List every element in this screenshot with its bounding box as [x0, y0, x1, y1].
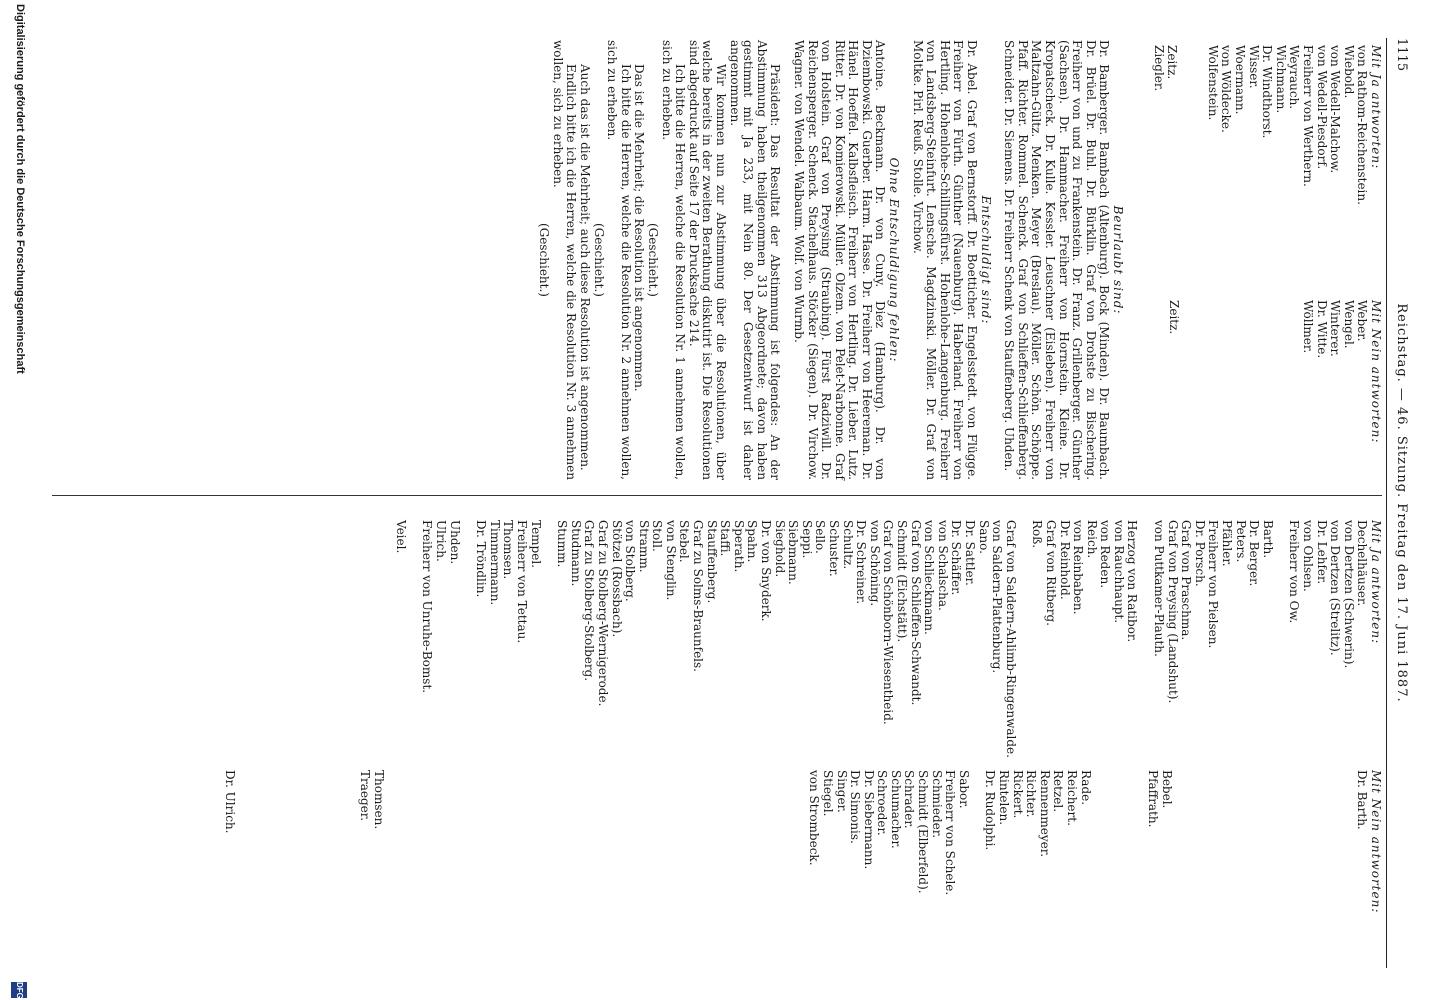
name-entry: Graf von Ritberg. — [1043, 520, 1058, 626]
page-title: Reichstag. — 46. Sitzung. Freitag den 17. Juni 1887. — [1394, 303, 1409, 703]
name-entry: Dr. Berger. — [1247, 520, 1262, 587]
paragraph: Das ist die Mehrheit; die Resolution ist angenommen. — [632, 64, 647, 392]
name-entry: Bebel. — [1159, 770, 1174, 809]
name-entry: Schumacher. — [888, 770, 903, 849]
name-entry: Stoll. — [650, 520, 665, 552]
name-entry: Peters. — [1233, 520, 1248, 563]
name-entry: Graf von Schönborn-Wiesentheid. — [881, 520, 896, 725]
name-entry: Freiherr von Ow. — [1287, 520, 1302, 624]
name-entry: Schmidt (Eichstätt). — [895, 520, 909, 643]
name-entry: von Dertzen (Strelitz). — [1328, 520, 1343, 656]
name-entry: Wolfenstein. — [1205, 45, 1220, 121]
yes-heading: Mit Ja antworten: — [1369, 520, 1383, 645]
name-entry: Dr. Lehfer. — [1314, 520, 1329, 585]
name-entry: Stiegel. — [820, 770, 835, 817]
name-entry: von Reden. — [1098, 520, 1113, 589]
paragraph: Dr. Abel. Graf von Bernstorff. Dr. Boetticher. Engelsstedt. von Flügge. Freiherr von Fürth. Günther (Nauenburg). Haberland. Freiherr von Hertling. Hohenlohe-Schillingsfürst. Hohenlohe-Langenburg. Freiherr von Landsberg-Steinfurt. Lensche. Magdzinski. Möller. Dr. Graf von Moltke. Pirl. Reuß. Stolle. Virchow. — [910, 40, 980, 480]
name-entry: Dr. Porsch. — [1192, 520, 1207, 587]
name-entry: Schroeder. — [875, 770, 890, 836]
name-entry: Veiel. — [393, 520, 408, 554]
no-heading: Mit Nein antworten: — [1369, 300, 1383, 444]
paragraph: Endlich bitte ich die Herren, welche die Resolution Nr. 3 annehmen wollen, sich zu erheben. — [550, 40, 579, 480]
name-entry: Herzog von Ratibor. — [1125, 520, 1140, 643]
name-entry: Dr. Rudolphi. — [983, 770, 998, 851]
running-header — [1386, 38, 1408, 968]
name-entry: Dr. Reinhold. — [1057, 520, 1072, 600]
name-entry: von Dertzen (Schwerin). — [1341, 520, 1356, 669]
name-entry: Pfaffrath. — [1146, 770, 1161, 828]
name-entry: Dechelhäuser. — [1355, 520, 1370, 607]
name-entry: Barth. — [1260, 520, 1275, 559]
name-entry: Graf zu Stolberg-Wernigerode. — [595, 520, 610, 707]
name-entry: Sello. — [813, 520, 828, 554]
name-entry: Timmermann. — [487, 520, 502, 606]
name-entry: Dr. Tröndlin. — [474, 520, 489, 598]
name-entry: Woermann. — [1233, 45, 1248, 115]
name-entry: Schultz. — [840, 520, 855, 570]
name-entry: von Schlieckmann. — [922, 520, 937, 635]
left-yes-column — [393, 520, 1382, 758]
name-entry: Thomsen. — [371, 770, 386, 830]
name-entry: Ulrich. — [434, 520, 448, 562]
name-entry: Dr. Ulrich. — [222, 770, 237, 834]
name-entry: Graf zu Stolberg-Stolberg. — [582, 520, 597, 682]
name-entry: Wisser. — [1246, 45, 1261, 89]
name-entry: Sieghold. — [772, 520, 787, 578]
name-entry: Stumm. — [555, 520, 570, 568]
name-entry: Wiebold. — [1341, 45, 1356, 99]
name-entry: von Rathom-Reichenstein. — [1355, 45, 1370, 205]
header-rule — [1386, 38, 1387, 968]
name-entry: von Puttkamer-Plauth. — [1152, 520, 1167, 657]
name-entry: Freiherr von Werthern. — [1301, 45, 1316, 187]
page-number: 1115 — [1394, 38, 1409, 72]
right-yes-column — [1151, 45, 1382, 205]
name-entry: Freiherr von Tettau. — [514, 520, 529, 644]
name-entry: Schmidt (Elberfeld). — [916, 770, 931, 894]
name-entry: Dr. von Snyderk. — [759, 520, 774, 622]
name-entry: Schmieder. — [929, 770, 944, 839]
name-entry: Wichmann. — [1273, 45, 1288, 114]
name-entry: Dr. Barth. — [1355, 770, 1370, 830]
name-entry: Dr. Schreiner. — [854, 520, 869, 605]
name-entry: Dr. Witte. — [1314, 300, 1329, 359]
yes-heading: Mit Ja antworten: — [1369, 45, 1383, 170]
section-heading: Beurlaubt sind: — [1111, 205, 1125, 315]
digitization-footer — [8, 0, 28, 1000]
name-entry: Uhden. — [447, 520, 462, 565]
paragraph: Antoine. Beckmann. Dr. von Cuny. Diez (Hamburg). Dr. von Dziembowski. Guerber. Harm. Hasse. Dr. Freiherr von Heereman. Dr. Hänel. Hoeffel. Kalbsfleisch. Freiherr von Hertling. Dr. Lieber. Lutz. Ritter. Dr. von Komierowski. Müller. Olzem. von Pelet-Narbonne. Graf von Holstein. Graf von Preysing (Straubing). Fürst Radziwill. Dr. Reichensperger. Schenck. Stachelhaus. Stöcker (Siegen). Dr. Virchow. Wagner. von Wendel. Walbaum. Wolf. von Wurmb. — [791, 40, 888, 480]
name-entry: Rickert. — [1010, 770, 1025, 819]
name-entry: Richter. — [1024, 770, 1039, 818]
name-entry: Spahn. — [745, 520, 760, 563]
paragraph: Präsident: Das Resultat der Abstimmung ist folgendes: An der Abstimmung haben theilgenommen 313 Abgeordnete; davon haben gestimmt mit Ja 233, mit Nein 80. Der Gesetzentwurf ist daher angenommen. — [727, 40, 783, 480]
name-entry: Reichert. — [1065, 770, 1080, 826]
name-entry: Rennenmeyer. — [1037, 770, 1052, 858]
name-entry: Siebmann. — [786, 520, 801, 585]
left-no-column — [222, 770, 1382, 913]
name-entry: Ziegler. — [1151, 45, 1166, 92]
name-entry: Sano. — [976, 520, 991, 554]
name-entry: Dr. Siebermann. — [861, 770, 876, 870]
name-entry: Reich. — [1084, 520, 1099, 559]
paragraph: Wir kommen nun zur Abstimmung über die Resolutionen, über welche bereits in der zweiten Berathung diskutirt ist. Die Resolutionen sind abgedruckt auf Seite 17 der Drucksache 214. — [686, 40, 728, 480]
name-entry: Graf zu Solms-Braunfels. — [691, 520, 706, 672]
name-entry: von Strombeck. — [807, 770, 822, 866]
name-entry: Sabor. — [956, 770, 971, 809]
paragraph: Dr. Bamberger. Bambach (Altenburg). Bock (Minden). Dr. Baumbach. Dr. Brüel. Dr. Buhl. Dr. Bürklin. Graf von Drohste zu Bischering. Freiherr von und zu Frankenstein. Dr. Franz. Grillenberger. Günther (Sachsen). Dr. Hammacher. Freiherr von Hornstein. Kleine. Dr. Kropatscheck. Dr. Kulle. Kessler. Leuschner (Eisleben). Freiherr von Maltzahn-Gültz. Menken. Meyer (Breslau). Möller. Schön. Schöppe. Pfaff. Richter. Rommel. Schenck. Graf von Schlieffen-Schlieffenberg. Schneider. Dr. Siemens. Dr. Freiherr Schenk von Stauffenberg. Uhden. — [1002, 40, 1112, 480]
footer-credit: Digitalisierung gefördert durch die Deutsche Forschungsgemeinschaft — [14, 4, 26, 374]
name-entry: von Saldern-Plattenburg. — [990, 520, 1005, 674]
name-entry: von Schöning. — [867, 520, 882, 607]
paragraph: (Geschieht.) — [646, 223, 660, 297]
name-entry: Seppi. — [799, 520, 814, 559]
name-entry: von Ohlsen. — [1301, 520, 1316, 592]
name-entry: Roß. — [1030, 520, 1045, 549]
name-entry: von Stenglin. — [663, 520, 678, 601]
name-entry: Dr. Schäffer. — [949, 520, 964, 596]
name-entry: Singer. — [834, 770, 849, 813]
name-entry: Wöllmer. — [1301, 300, 1316, 354]
name-entry: Thomsen. — [501, 520, 516, 580]
name-entry: Sperath. — [731, 520, 746, 573]
paragraph: Ich bitte die Herren, welche die Resolution Nr. 1 annehmen wollen, sich zu erheben. — [659, 40, 688, 480]
right-no-column — [1167, 300, 1382, 443]
name-entry: Zeitz. — [1165, 45, 1180, 80]
name-entry: Graf von Schlieffen-Schwandt. — [908, 520, 923, 706]
name-entry: Zeitz. — [1167, 300, 1182, 335]
name-entry: von Reinbaben. — [1071, 520, 1086, 615]
name-entry: von Wöldecke. — [1219, 45, 1234, 133]
right-prose-block — [537, 40, 1132, 480]
name-entry: Freiherr von Pielsen. — [1206, 520, 1221, 649]
name-entry: Graf von Saldern-Ahlimb-Ringenwalde. — [1003, 520, 1018, 758]
paragraph: Auch das ist die Mehrheit; auch diese Resolution ist angenommen. — [578, 64, 593, 471]
name-entry: Stramm. — [636, 520, 651, 573]
name-entry: Weyrauch. — [1287, 45, 1302, 110]
name-entry: Rintelen. — [997, 770, 1012, 826]
name-entry: Weber. — [1355, 300, 1370, 342]
name-entry: Wengel. — [1341, 300, 1356, 349]
name-entry: von Rauchhaupt. — [1111, 520, 1126, 624]
dfg-logo-icon: DFG — [11, 982, 27, 998]
name-entry: Freiherr von Schele. — [943, 770, 958, 896]
name-entry: Pfähler. — [1220, 520, 1235, 567]
name-entry: von Stolberg. — [623, 520, 638, 602]
name-entry: von Schalscha. — [935, 520, 950, 611]
section-heading: Ohne Entschuldigung fehlen: — [887, 157, 902, 363]
name-entry: Graf von Preysing (Landshut). — [1165, 520, 1180, 704]
name-entry: Studmann. — [568, 520, 583, 587]
name-entry: Retzel. — [1051, 770, 1066, 813]
name-entry: Graf von Praschma. — [1179, 520, 1194, 641]
no-heading: Mit Nein antworten: — [1369, 770, 1383, 914]
paragraph: Ich bitte die Herren, welche die Resolution Nr. 2 annehmen wollen, sich zu erheben. — [605, 40, 633, 480]
name-entry: Traeger. — [358, 770, 373, 822]
name-entry: von Wedell-Malchow. — [1328, 45, 1343, 174]
name-entry: Staffi. — [718, 520, 733, 557]
name-entry: Stebel. — [677, 520, 692, 563]
name-entry: Schuster. — [827, 520, 842, 577]
section-heading: Entschuldigt sind: — [978, 195, 993, 325]
name-entry: Dr. Simonis. — [848, 770, 863, 844]
name-entry: Stötzel (Rossbach). — [609, 520, 624, 638]
name-entry: Rade. — [1078, 770, 1093, 806]
paragraph: (Geschieht.) — [537, 223, 552, 297]
name-entry: Schrader. — [902, 770, 917, 829]
column-divider — [52, 495, 1382, 496]
name-entry: Freiherr von Unruhe-Bomst. — [420, 520, 435, 694]
name-entry: Dr. Windthorst. — [1260, 45, 1275, 139]
name-entry: Winterer. — [1328, 300, 1343, 357]
name-entry: Tempel. — [528, 520, 543, 568]
name-entry: Dr. Sattler. — [962, 520, 977, 586]
paragraph: (Geschieht.) — [591, 223, 606, 297]
name-entry: von Wedell-Piesdorf. — [1314, 45, 1329, 170]
name-entry: Stauffenberg. — [704, 520, 719, 604]
